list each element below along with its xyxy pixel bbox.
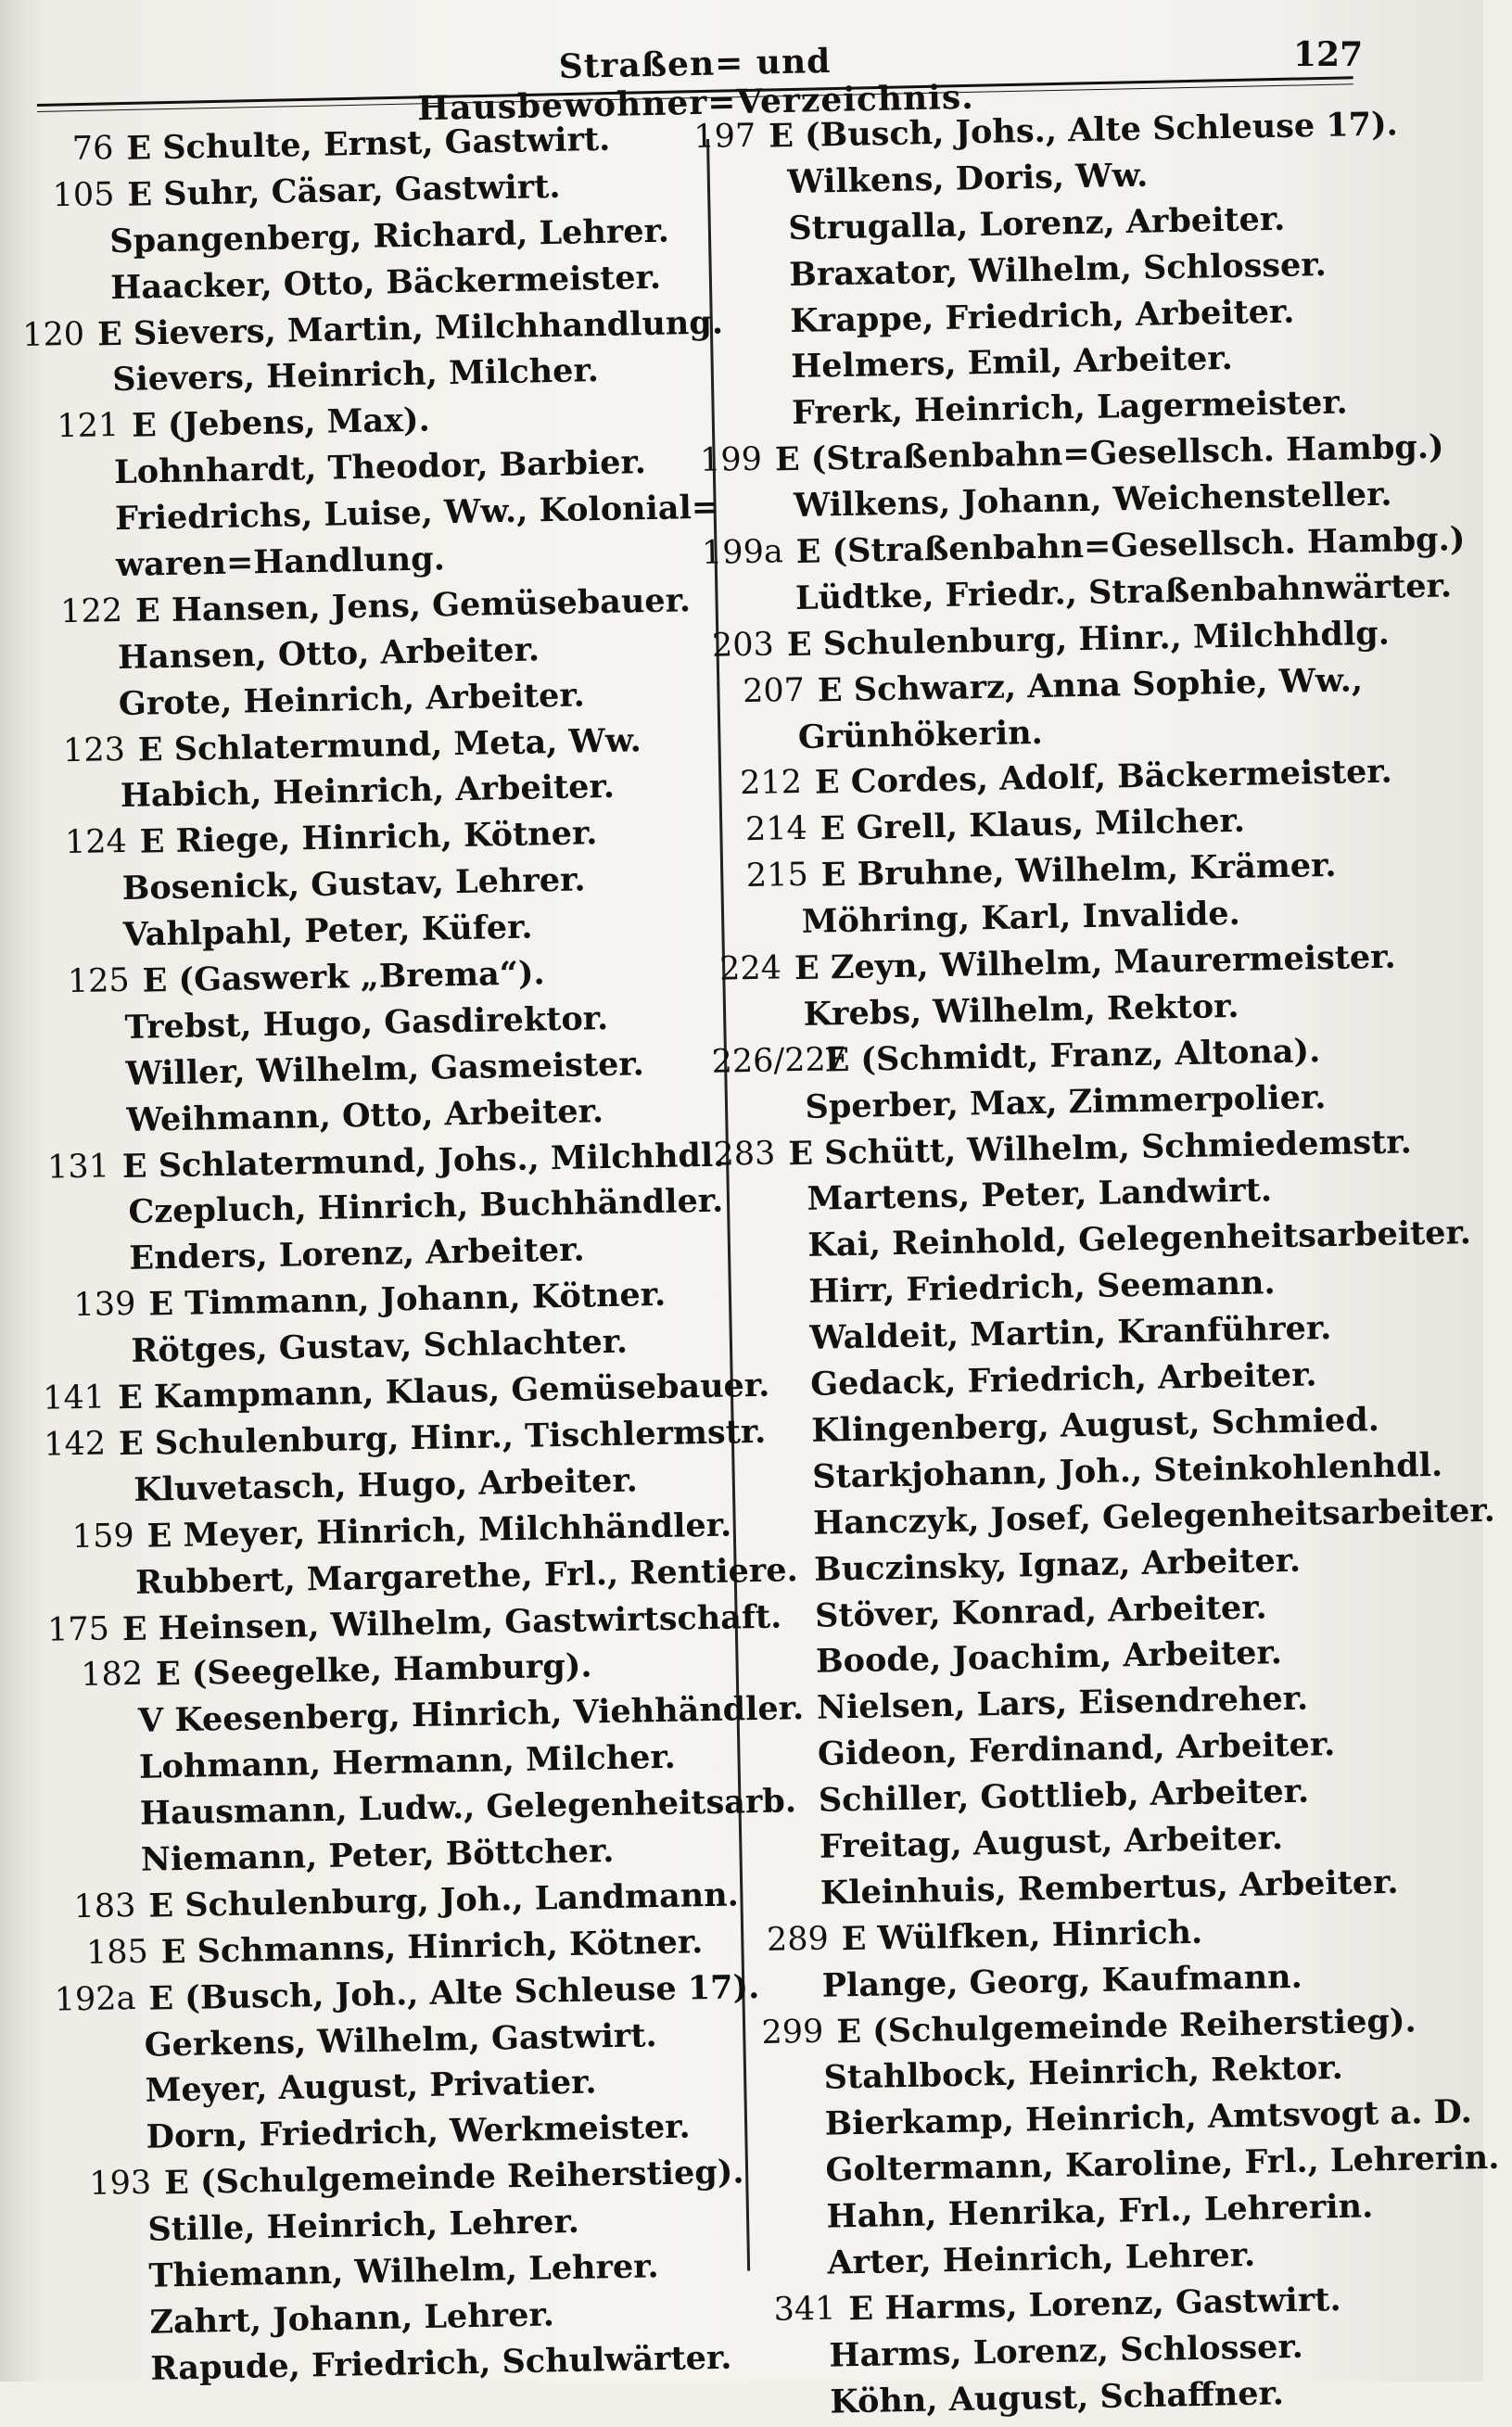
house-number: 76 [71,130,114,168]
resident-text: E Bruhne, Wilhelm, Krämer. [820,846,1337,895]
resident-text: E (Jebens, Max). [131,400,431,446]
resident-text: E Schlatermund, Johs., Milchhdl. [121,1136,725,1186]
house-number: 121 [57,407,120,446]
resident-text: Bierkamp, Heinrich, Amtsvogt a. D. [824,2092,1473,2143]
house-number: 120 [21,315,85,354]
resident-text: E Schulte, Ernst, Gastwirt. [126,120,611,168]
house-number: 124 [64,823,128,862]
resident-text: E Grell, Klaus, Milcher. [820,802,1246,848]
resident-text: E Riege, Hinrich, Kötner. [139,814,598,861]
house-number: 183 [73,1887,136,1926]
resident-text: Haacker, Otto, Bäckermeister. [109,258,662,307]
resident-text: Thiemann, Wilhelm, Lehrer. [148,2247,659,2295]
resident-text: Buczinsky, Ignaz, Arbeiter. [813,1541,1302,1589]
resident-text: Krebs, Wilhelm, Rektor. [803,986,1239,1034]
resident-text: E Zeyn, Wilhelm, Maurermeister. [794,937,1396,988]
resident-text: E (Seegelke, Hamburg). [155,1646,592,1694]
resident-text: Stille, Heinrich, Lehrer. [147,2202,580,2249]
resident-text: V Keesenberg, Hinrich, Viehhändler. [137,1689,805,1741]
resident-text: Krappe, Friedrich, Arbeiter. [789,292,1295,340]
running-head: Straßen= und Hausbewohner=Verzeichnis. [416,41,975,129]
resident-text: Kleinhuis, Rembertus, Arbeiter. [820,1862,1399,1912]
house-number: 207 [742,671,806,710]
resident-text: E Sievers, Martin, Milchhandlung. [96,303,724,353]
resident-text: Gedack, Friedrich, Arbeiter. [809,1355,1317,1404]
resident-text: Klingenberg, August, Schmied. [810,1400,1380,1450]
resident-text: Kai, Reinhold, Gelegenheitsarbeiter. [807,1214,1472,1265]
resident-text: Frerk, Heinrich, Lagermeister. [791,383,1349,433]
resident-text: Harms, Lorenz, Schlosser. [829,2327,1304,2375]
resident-text: E Schmanns, Hinrich, Kötner. [160,1922,704,1972]
resident-text: Wilkens, Doris, Ww. [787,156,1149,201]
resident-text: Trebst, Hugo, Gasdirektor. [124,998,609,1047]
resident-text: Rapude, Friedrich, Schulwärter. [150,2338,732,2388]
resident-text: Czepluch, Hinrich, Buchhändler. [128,1182,724,1232]
resident-text: Hanczyk, Josef, Gelegenheitsarbeiter. [812,1491,1496,1543]
house-number: 214 [744,810,808,849]
resident-text: Helmers, Emil, Arbeiter. [790,339,1234,387]
resident-text: E Schulenburg, Hinr., Tischlermstr. [118,1412,767,1464]
resident-text: Bosenick, Gustav, Lehrer. [121,860,586,909]
house-number: 226/227 [711,1040,847,1081]
resident-text: Stahlbock, Heinrich, Rektor. [823,2049,1344,2098]
resident-text: E Heinsen, Wilhelm, Gastwirtschaft. [121,1596,782,1648]
house-number: 193 [89,2164,152,2204]
resident-text: E (Schulgemeinde Reiherstieg). [835,2001,1417,2051]
resident-text: Friedrichs, Luise, Ww., Kolonial= [114,488,719,539]
house-number: 203 [711,626,775,665]
house-number: 224 [718,949,782,988]
resident-text: Grünhökerin. [797,713,1044,756]
resident-text: Lohnhardt, Theodor, Barbier. [113,443,647,492]
resident-text: Rubbert, Margarethe, Frl., Rentiere. [134,1550,799,1602]
house-number: 142 [43,1425,107,1464]
resident-text: Sperber, Max, Zimmerpolier. [805,1077,1327,1126]
house-number: 289 [766,1920,830,1959]
house-number: 283 [713,1135,776,1174]
resident-text: Hansen, Otto, Arbeiter. [117,630,540,677]
resident-text: E (Schmidt, Franz, Altona). [824,1032,1321,1080]
resident-text: E (Busch, Joh., Alte Schleuse 17). [148,1967,760,2018]
resident-text: Lüdtke, Friedr., Straßenbahnwärter. [794,566,1453,617]
resident-text: Willer, Wilhelm, Gasmeister. [125,1045,645,1093]
resident-text: Starkjohann, Joh., Steinkohlenhdl. [811,1445,1443,1496]
house-number: 159 [71,1517,135,1556]
resident-text: E (Gaswerk „Brema“). [142,954,545,1000]
resident-text: Meyer, August, Privatier. [145,2063,597,2111]
resident-text: Enders, Lorenz, Arbeiter. [129,1230,585,1278]
resident-text: Grote, Heinrich, Arbeiter. [118,676,586,723]
resident-text: Schiller, Gottlieb, Arbeiter. [818,1772,1310,1820]
resident-text: E (Busch, Johs., Alte Schleuse 17). [768,105,1399,156]
resident-text: Dorn, Friedrich, Werkmeister. [146,2107,692,2157]
resident-text: Stöver, Konrad, Arbeiter. [814,1587,1267,1635]
resident-text: Sievers, Heinrich, Milcher. [111,351,600,400]
resident-text: E Wülfken, Hinrich. [841,1912,1203,1959]
house-number: 197 [693,117,756,156]
house-number: 122 [59,591,123,631]
resident-text: Goltermann, Karoline, Frl., Lehrerin. [825,2138,1500,2190]
resident-text: E Schulenburg, Hinr., Milchhdlg. [786,614,1391,664]
resident-text: waren=Handlung. [115,540,446,585]
resident-text: E Harms, Lorenz, Gastwirt. [848,2280,1341,2329]
resident-text: Niemann, Peter, Böttcher. [140,1831,615,1879]
resident-text: Zahrt, Johann, Lehrer. [149,2295,555,2342]
resident-text: E Cordes, Adolf, Bäckermeister. [814,753,1393,803]
resident-text: E Schütt, Wilhelm, Schmiedemstr. [787,1122,1413,1173]
resident-text: E Meyer, Hinrich, Milchhändler. [146,1506,732,1556]
resident-text: Strugalla, Lorenz, Arbeiter. [787,199,1286,248]
resident-text: E Kampmann, Klaus, Gemüsebauer. [117,1366,770,1417]
resident-text: Gerkens, Wilhelm, Gastwirt. [144,2015,658,2065]
resident-text: Köhn, August, Schaffner. [829,2373,1285,2421]
resident-text: Waldeit, Martin, Kranführer. [808,1309,1332,1357]
house-number: 299 [761,2013,824,2052]
resident-text: E Suhr, Cäsar, Gastwirt. [127,167,561,214]
resident-text: Gideon, Ferdinand, Arbeiter. [817,1725,1336,1773]
resident-text: Kluvetasch, Hugo, Arbeiter. [133,1461,639,1509]
resident-text: Hahn, Henrika, Frl., Lehrerin. [826,2187,1374,2236]
house-number: 175 [46,1609,110,1649]
resident-text: E (Schulgemeinde Reiherstieg). [163,2153,744,2203]
resident-text: Nielsen, Lars, Eisendreher. [816,1679,1309,1728]
resident-text: Lohmann, Hermann, Milcher. [138,1737,677,1786]
house-number: 199a [701,533,784,572]
house-number: 192a [54,1979,136,2019]
resident-text: Hausmann, Ludw., Gelegenheitsarb. [139,1782,797,1833]
resident-text: E Schlatermund, Meta, Ww. [137,720,642,769]
resident-text: Braxator, Wilhelm, Schlosser. [788,245,1328,294]
resident-text: Arter, Heinrich, Lehrer. [827,2235,1256,2282]
house-number: 212 [739,764,803,803]
resident-text: Freitag, August, Arbeiter. [819,1819,1284,1866]
resident-text: E Hansen, Jens, Gemüsebauer. [134,581,692,630]
resident-text: E Schwarz, Anna Sophie, Ww., [817,660,1364,710]
right-column [693,102,1500,2427]
resident-text: Spangenberg, Richard, Lehrer. [108,211,670,260]
resident-text: Habich, Heinrich, Arbeiter. [120,768,616,816]
resident-text: Vahlpahl, Peter, Küfer. [122,908,533,955]
house-number: 185 [85,1933,149,1972]
house-number: 123 [62,731,126,769]
resident-text: Rötges, Gustav, Schlachter. [130,1322,629,1371]
house-number: 141 [42,1379,106,1417]
resident-text: E Timmann, Johann, Kötner. [147,1276,667,1324]
resident-text: Martens, Peter, Landwirt. [807,1171,1273,1219]
house-number: 199 [699,440,763,480]
resident-text: E (Straßenbahn=Gesellsch. Hambg.) [795,520,1466,571]
house-number: 215 [745,857,809,896]
resident-text: Plange, Georg, Kaufmann. [821,1957,1303,2005]
house-number: 182 [80,1656,144,1695]
resident-text: E Schulenburg, Joh., Landmann. [147,1875,740,1925]
resident-text: Hirr, Friedrich, Seemann. [808,1264,1276,1312]
house-number: 131 [46,1147,110,1187]
page-number: 127 [1293,35,1364,74]
house-number: 105 [52,175,115,215]
house-number: 139 [73,1286,136,1325]
resident-text: E (Straßenbahn=Gesellsch. Hambg.) [774,427,1444,479]
resident-text: Boode, Joachim, Arbeiter. [815,1633,1283,1682]
house-number: 341 [773,2290,836,2329]
resident-text: Weihmann, Otto, Arbeiter. [126,1091,604,1139]
resident-text: Möhring, Karl, Invalide. [801,894,1241,942]
resident-text: Wilkens, Johann, Weichensteller. [793,475,1392,526]
house-number: 125 [67,961,131,1001]
